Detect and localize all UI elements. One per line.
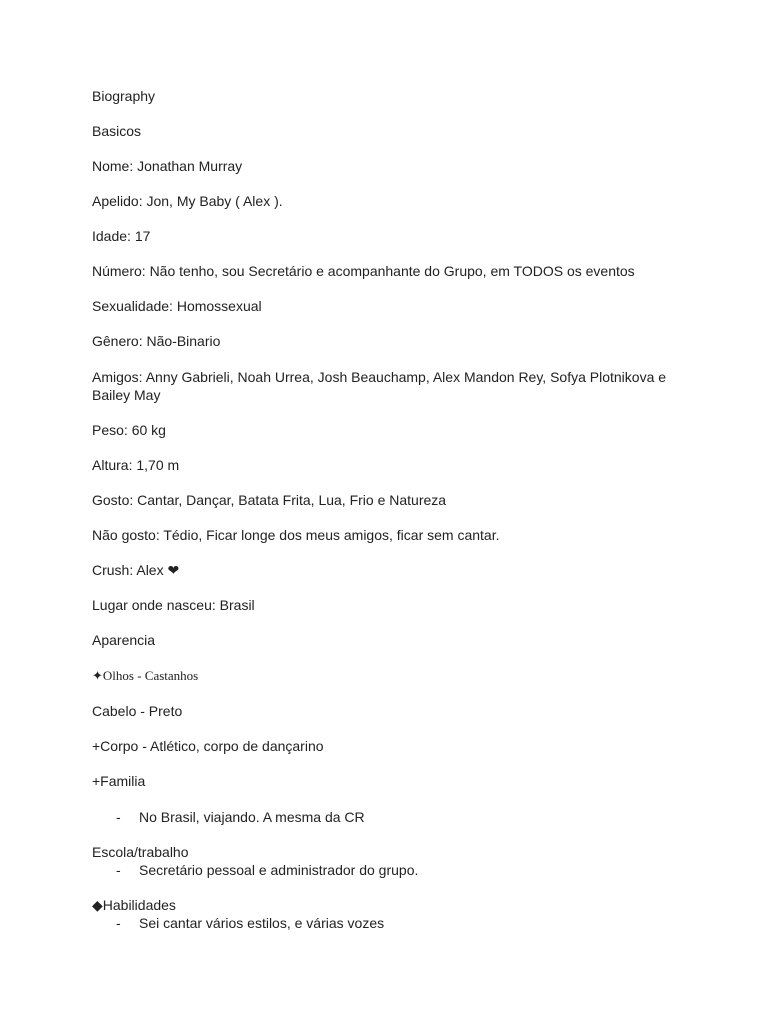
field-body: +Corpo - Atlético, corpo de dançarino — [92, 738, 324, 754]
field-number: Número: Não tenho, sou Secretário e acompanhante do Grupo, em TODOS os eventos — [92, 263, 635, 279]
field-hair: Cabelo - Preto — [92, 703, 183, 719]
field-height: Altura: 1,70 m — [92, 457, 180, 473]
skills-bullet-text: Sei cantar vários estilos, e várias vozes — [139, 915, 385, 931]
field-name: Nome: Jonathan Murray — [92, 158, 243, 174]
field-weight: Peso: 60 kg — [92, 422, 166, 438]
school-heading: Escola/trabalho — [92, 844, 189, 860]
family-bullet-text: No Brasil, viajando. A mesma da CR — [139, 809, 365, 825]
doc-title: Biography — [92, 88, 156, 104]
section-appearance: Aparencia — [92, 632, 156, 648]
field-sexuality: Sexualidade: Homossexual — [92, 298, 262, 314]
bullet-dash: - — [116, 915, 121, 931]
bullet-dash: - — [116, 862, 121, 878]
field-eyes: ✦Olhos - Castanhos — [92, 668, 199, 683]
bullet-dash: - — [116, 809, 121, 825]
field-nickname: Apelido: Jon, My Baby ( Alex ). — [92, 193, 283, 209]
field-age: Idade: 17 — [92, 228, 151, 244]
field-birthplace: Lugar onde nasceu: Brasil — [92, 597, 255, 613]
section-basics: Basicos — [92, 123, 142, 139]
field-dislikes: Não gosto: Tédio, Ficar longe dos meus amigos, ficar sem cantar. — [92, 527, 500, 543]
field-gender: Gênero: Não-Binario — [92, 333, 221, 349]
field-friends: Amigos: Anny Gabrieli, Noah Urrea, Josh Beauchamp, Alex Mandon Rey, Sofya Plotnikova e Bailey May — [92, 369, 667, 403]
skills-heading: ◆Habilidades — [92, 897, 176, 913]
family-heading: +Familia — [92, 773, 146, 789]
field-crush: Crush: Alex ❤ — [92, 562, 180, 578]
school-bullet-text: Secretário pessoal e administrador do grupo. — [139, 862, 419, 878]
field-likes: Gosto: Cantar, Dançar, Batata Frita, Lua, Frio e Natureza — [92, 492, 447, 508]
